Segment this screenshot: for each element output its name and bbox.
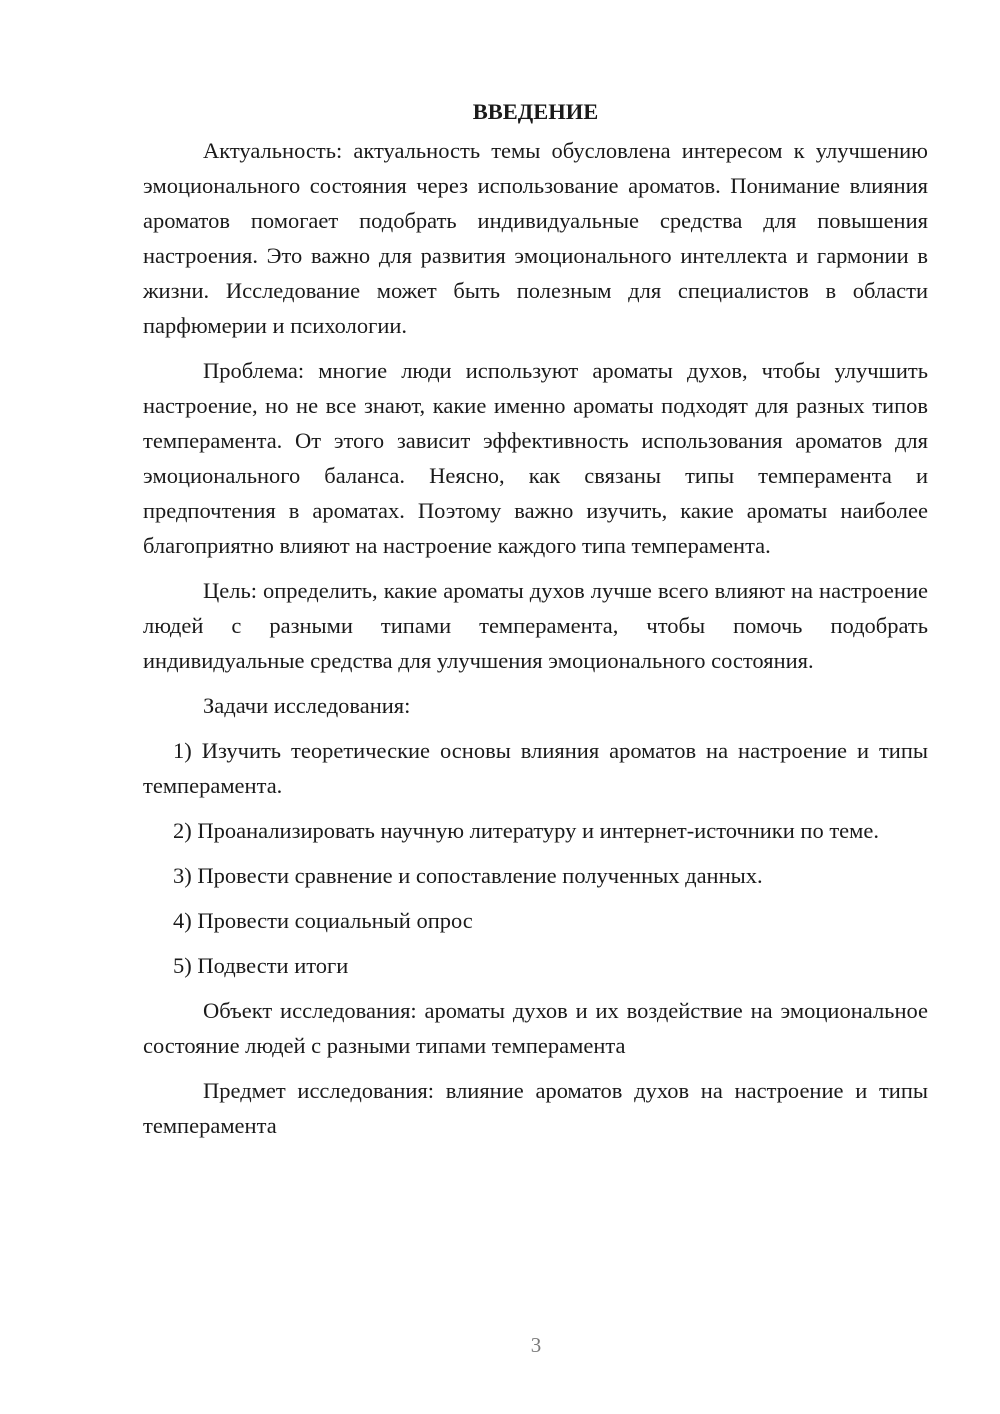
subject-paragraph: Предмет исследования: влияние ароматов духов на настроение и типы темперамента [143, 1078, 928, 1138]
problem-paragraph: Проблема: многие люди используют ароматы духов, чтобы улучшить настроение, но не все знают, какие именно ароматы подходят для разных типов темперамента. От этого зависит эффективность использования ароматов для эмоционального баланса. Неясно, как связаны типы темперамента и предпочтения в ароматах. Поэтому важно изучить, какие ароматы наиболее благоприятно влияют на настроение каждого типа темперамента. [143, 358, 928, 558]
task-item-3: 3) Провести сравнение и сопоставление полученных данных. [173, 863, 763, 888]
page-number: 3 [530, 1333, 542, 1357]
goal-paragraph: Цель: определить, какие ароматы духов лучше всего влияют на настроение людей с разными типами темперамента, чтобы помочь подобрать индивидуальные средства для улучшения эмоционального состояния. [143, 578, 928, 673]
relevance-paragraph: Актуальность: актуальность темы обусловлена интересом к улучшению эмоционального состояния через использование ароматов. Понимание влияния ароматов помогает подобрать индивидуальные средства для повышения настроения. Это важно для развития эмоционального интеллекта и гармонии в жизни. Исследование может быть полезным для специалистов в области парфюмерии и психологии. [143, 138, 928, 338]
task-item-4: 4) Провести социальный опрос [173, 908, 473, 933]
tasks-title: Задачи исследования: [203, 693, 411, 718]
page-content [143, 97, 928, 1153]
task-item-5: 5) Подвести итоги [173, 953, 349, 978]
task-item-2: 2) Проанализировать научную литературу и интернет-источники по теме. [173, 818, 879, 843]
section-heading: ВВЕДЕНИЕ [472, 99, 599, 124]
task-item-1: 1) Изучить теоретические основы влияния ароматов на настроение и типы темперамента. [143, 738, 928, 798]
object-paragraph: Объект исследования: ароматы духов и их воздействие на эмоциональное состояние людей с разными типами темперамента [143, 998, 928, 1058]
